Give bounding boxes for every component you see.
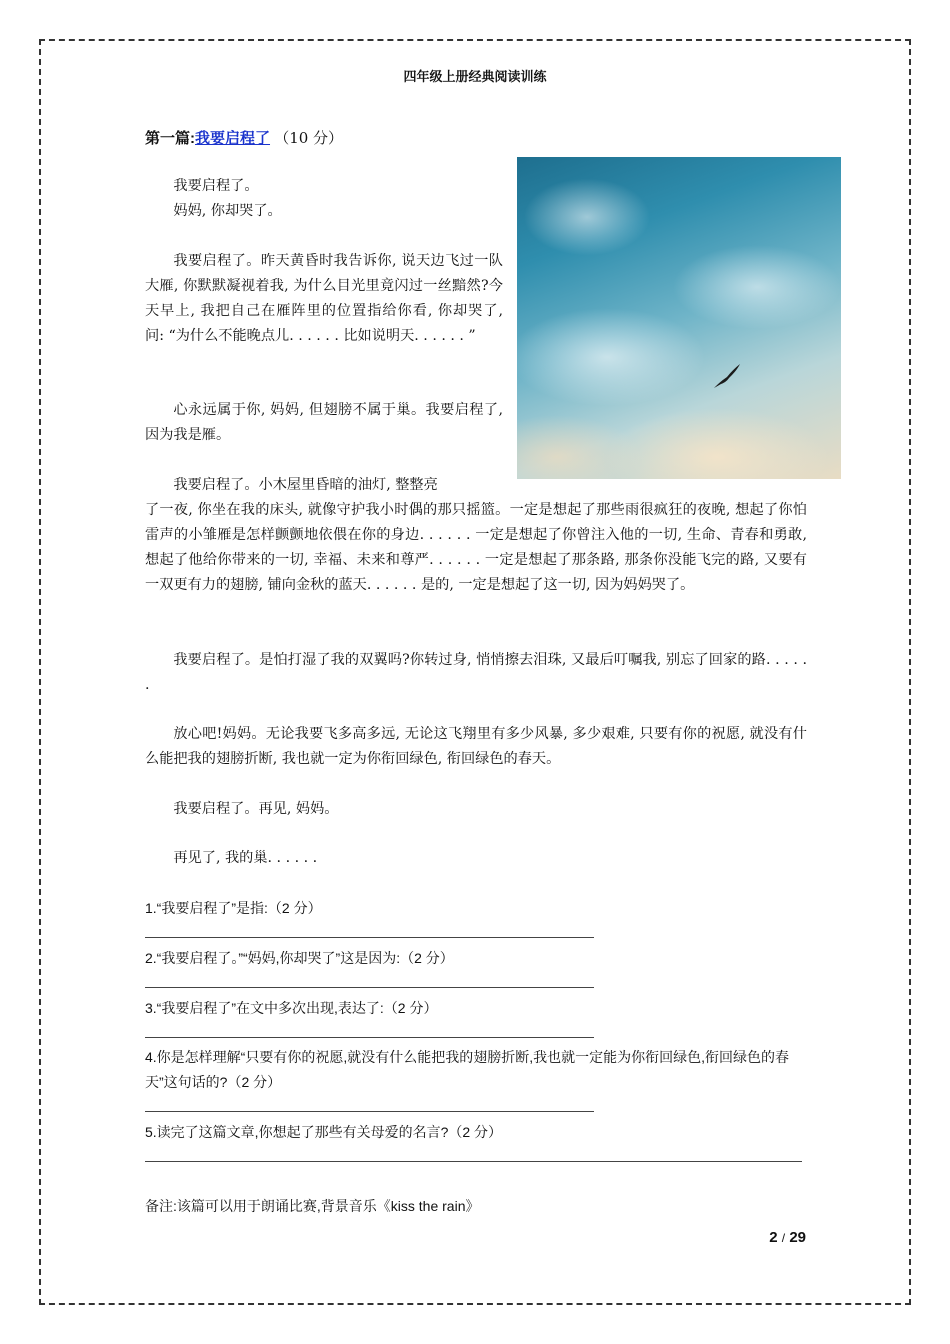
question-4: 4.你是怎样理解“只要有你的祝愿,就没有什么能把我的翅膀折断,我也就一定能为你衔回绿色,衔回绿色的春天”这句话的?（2 分） [145, 1049, 790, 1090]
paragraph-6: 我要启程了。是怕打湿了我的双翼吗?你转过身, 悄悄擦去泪珠, 又最后叮嘱我, 别忘了回家的路. . . . . . [145, 652, 807, 693]
footnote: 备注:该篇可以用于朗诵比赛,背景音乐《kiss the rain》 [145, 1198, 480, 1214]
article-title-link[interactable]: 我要启程了 [195, 130, 271, 147]
paragraph-5a: 我要启程了。小木屋里昏暗的油灯, 整整亮 [173, 477, 438, 493]
question-2: 2.“我要启程了。”“妈妈,你却哭了”这是因为:（2 分） [145, 950, 454, 966]
answer-line-3[interactable] [145, 1037, 594, 1038]
question-3: 3.“我要启程了”在文中多次出现,表达了:（2 分） [145, 1000, 438, 1016]
answer-line-2[interactable] [145, 987, 594, 988]
page-current: 2 [769, 1229, 778, 1246]
paragraph-9: 再见了, 我的巢. . . . . . [173, 850, 318, 866]
page-header: 四年级上册经典阅读训练 [403, 69, 547, 84]
answer-line-4[interactable] [145, 1111, 594, 1112]
sky-image [517, 157, 841, 479]
article-score: （10 分） [274, 129, 344, 147]
paragraph-8: 我要启程了。再见, 妈妈。 [173, 801, 339, 817]
paragraph-7: 放心吧!妈妈。无论我要飞多高多远, 无论这飞翔里有多少风暴, 多少艰难, 只要有你的祝愿, 就没有什么能把我的翅膀折断, 我也就一定为你衔回绿色, 衔回绿色的春天。 [145, 726, 807, 767]
page-separator: / [781, 1231, 786, 1245]
paragraph-5b: 了一夜, 你坐在我的床头, 就像守护我小时偶的那只摇篮。一定是想起了那些雨很疯狂的夜晚, 想起了你怕雷声的小雏雁是怎样颤颤地依偎在你的身边. . . . . . 一定是想起了你曾注入他的一切, 生命、青春和勇敢, 想起了他给你带来的一切, 幸福、未来和尊严. . . . . . 一定是想起了那条路, 那条你没能飞完的路, 又要有一双更有力的翅膀, 铺向金秋的蓝天. . . . . . 是的, 一定是想起了这一切, 因为妈妈哭了。 [145, 502, 807, 593]
paragraph-4: 心永远属于你, 妈妈, 但翅膀不属于巢。我要启程了, 因为我是雁。 [145, 402, 503, 443]
answer-line-5[interactable] [145, 1161, 802, 1162]
paragraph-3: 我要启程了。昨天黄昏时我告诉你, 说天边飞过一队大雁, 你默默凝视着我, 为什么目光里竟闪过一丝黯然?今天早上, 我把自己在雁阵里的位置指给你看, 你却哭了, 问: “为什么不能晚点儿. . . . . . 比如说明天. . . . . . ” [145, 253, 503, 344]
paragraph-2: 妈妈, 你却哭了。 [173, 203, 282, 219]
answer-line-1[interactable] [145, 937, 594, 938]
bird-icon [712, 362, 742, 392]
paragraph-1: 我要启程了。 [173, 178, 259, 194]
page-number [769, 1229, 806, 1246]
question-1: 1.“我要启程了”是指:（2 分） [145, 900, 322, 916]
question-5: 5.读完了这篇文章,你想起了那些有关母爱的名言?（2 分） [145, 1124, 503, 1140]
article-prefix: 第一篇: [145, 130, 195, 147]
article-title-line [145, 127, 343, 148]
page-total: 29 [789, 1229, 806, 1246]
